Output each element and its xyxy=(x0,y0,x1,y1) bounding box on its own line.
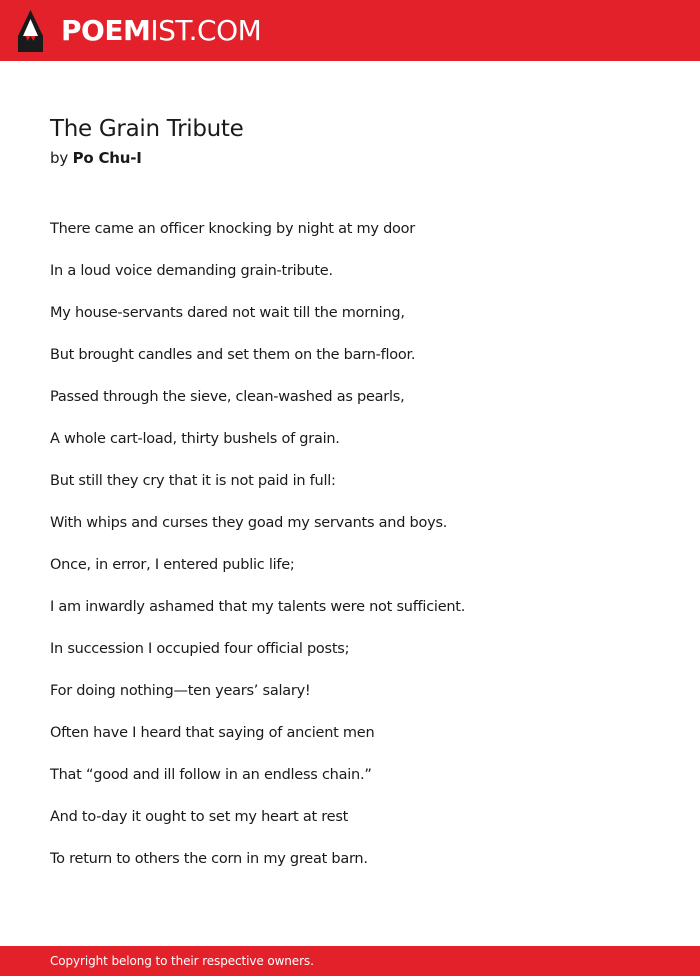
poem-line: And to-day it ought to set my heart at rest xyxy=(50,809,349,825)
poem-line: I am inwardly ashamed that my talents were not sufficient. xyxy=(50,599,466,615)
poem-line: There came an officer knocking by night at my door xyxy=(50,221,415,237)
site-name xyxy=(61,10,261,52)
poem-author[interactable]: Po Chu-I xyxy=(72,149,142,167)
poem-byline xyxy=(50,149,142,167)
poem-line: Passed through the sieve, clean-washed as pearls, xyxy=(50,389,405,405)
poem-line: With whips and curses they goad my servants and boys. xyxy=(50,515,448,531)
site-header xyxy=(0,0,700,61)
copyright-notice: Copyright belong to their respective owners. xyxy=(50,954,314,968)
poem-line: For doing nothing—ten years’ salary! xyxy=(50,683,311,699)
poem-line: In a loud voice demanding grain-tribute. xyxy=(50,263,333,279)
byline-label: by xyxy=(50,149,68,167)
poem-title: The Grain Tribute xyxy=(50,116,244,142)
poem-line: Once, in error, I entered public life; xyxy=(50,557,295,573)
poem-line: Often have I heard that saying of ancient men xyxy=(50,725,375,741)
poem-line: To return to others the corn in my great barn. xyxy=(50,851,368,867)
poem-line: But brought candles and set them on the barn-floor. xyxy=(50,347,416,363)
site-name-bold: POEM xyxy=(61,14,151,47)
poem-body xyxy=(50,219,465,891)
poem-line: But still they cry that it is not paid in full: xyxy=(50,473,336,489)
poem-line: A whole cart-load, thirty bushels of grain. xyxy=(50,431,340,447)
site-logo[interactable] xyxy=(18,10,261,52)
pencil-tip-icon xyxy=(18,10,43,52)
site-footer xyxy=(0,946,700,976)
site-name-light: IST.COM xyxy=(150,14,262,47)
poem-line: My house-servants dared not wait till the morning, xyxy=(50,305,405,321)
poem-line: That “good and ill follow in an endless chain.” xyxy=(50,767,372,783)
poem-line: In succession I occupied four official posts; xyxy=(50,641,350,657)
